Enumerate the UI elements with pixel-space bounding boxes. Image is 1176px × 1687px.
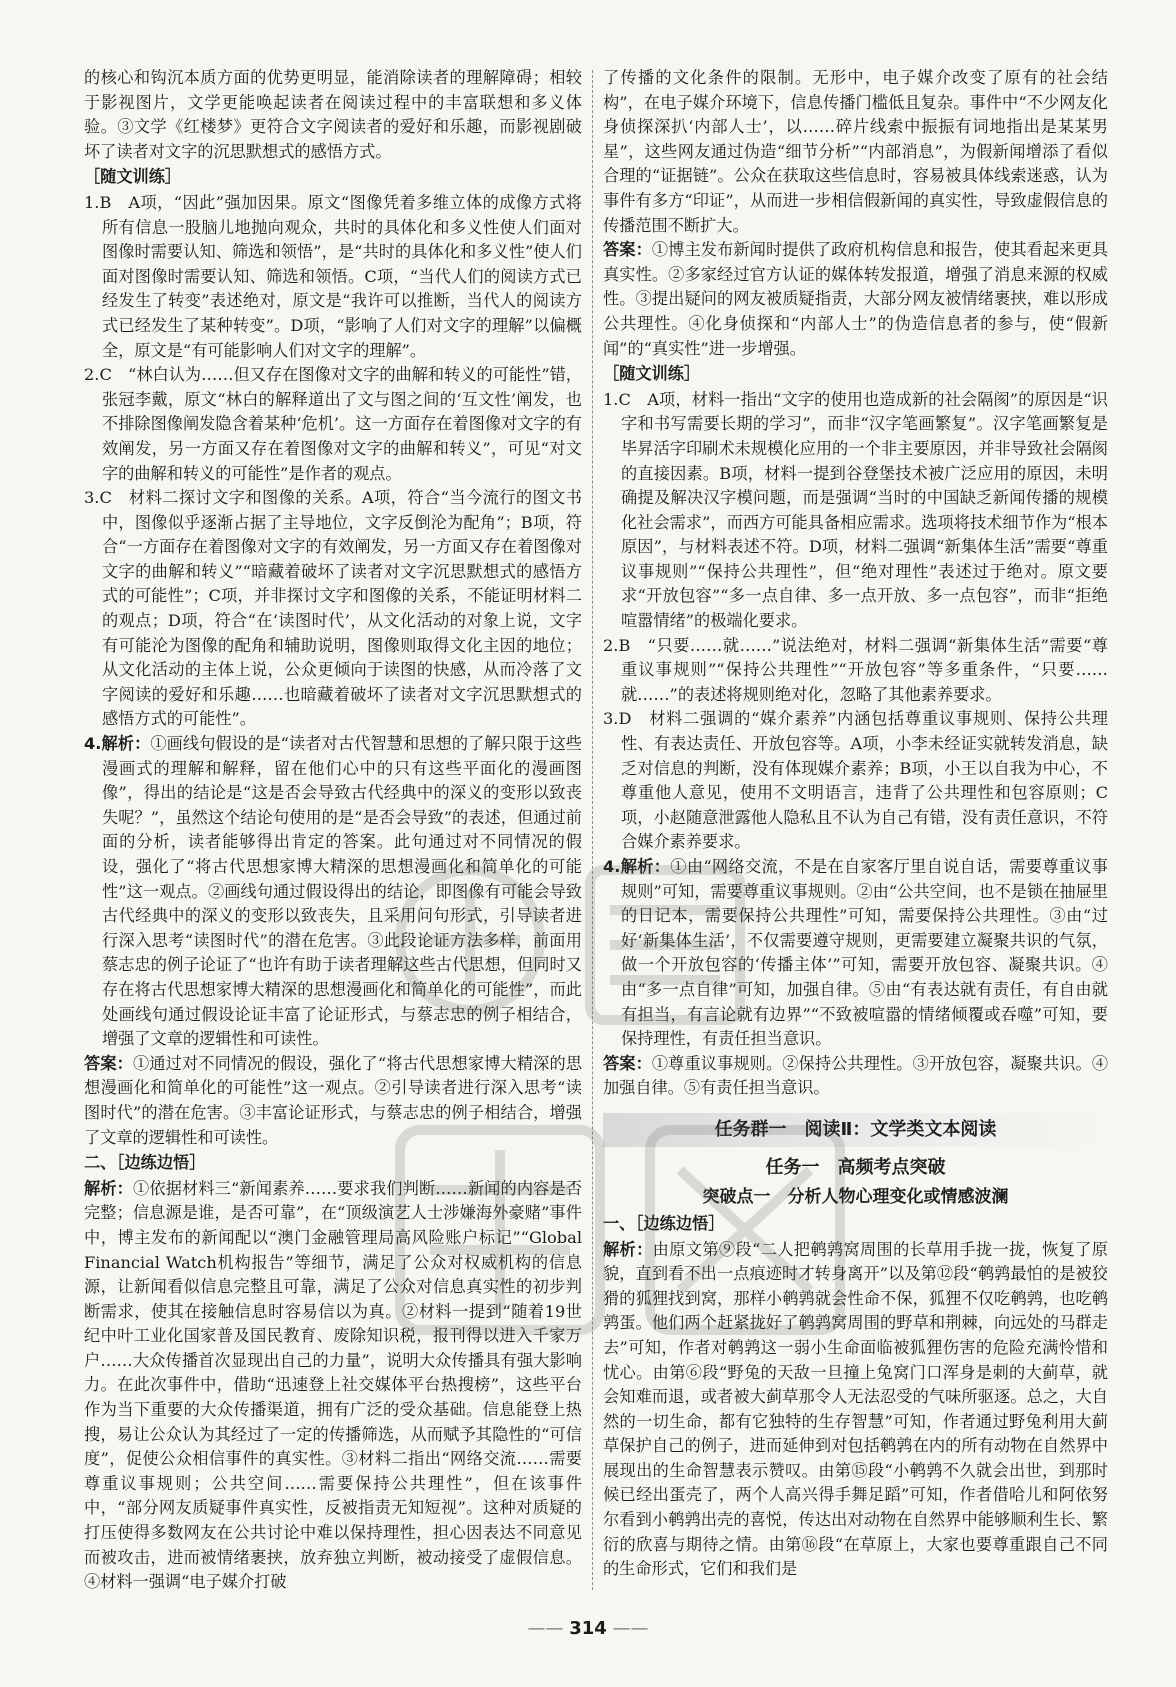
question-2: 2.C “林白认为……但又存在图像对文字的曲解和转义的可能性”错，张冠李戴，原文“林白的解释道出了文与图之间的‘互文性’阐发，也不排除图像阐发隐含着某种‘危机’。这一方面存在着图像对文字的有效阐发，另一方面又存在着图像对文字的曲解和转义”，可见“对文字的曲解和转义的可能性”是作者的观点。	[84, 365, 582, 483]
analysis-label: 解析：	[84, 1178, 134, 1198]
answer-label: 答案：	[603, 240, 652, 260]
question-3: 3.C 材料二探讨文字和图像的关系。A项，符合“当今流行的图文书中，图像似乎逐渐占据了主导地位，文字反倒沦为配角”；B项，符合“一方面存在着图像对文字的有效阐发，另一方面又存在着图像对文字的曲解和转义”“暗藏着破坏了读者对文字沉思默想式的感悟方式的可能性”；C项，并非探讨文字和图像的关系，不能证明材料二的观点；D项，符合“在‘读图时代’，从文化活动的对象上说，文字有可能沦为图像的配角和辅助说明，图像则取得文化主因的地位；从文化活动的主体上说，公众更倾向于读图的快感，从而冷落了文字阅读的爱好和乐趣……也暗藏着破坏了读者对文字沉思默想式的感悟方式的可能性”。	[84, 488, 582, 729]
task-title: 任务一 高频考点突破	[765, 1156, 946, 1178]
question-4-answer: 答案：①通过对不同情况的假设，强化了“将古代思想家博大精深的思想漫画化和简单化的可能性”这一观点。②引导读者进行深入思考“读图时代”的潜在危害。③丰富论证形式，与蔡志忠的例子相结合，增强了文章的逻辑性和可读性。	[84, 1053, 583, 1147]
literary-analysis: 解析：由原文第⑨段“二人把鹌鹑窝周围的长草用手拢一拢，恢复了原貌，直到看不出一点痕迹时才转身离开”以及第⑫段“鹌鹑最怕的是被狡猾的狐狸找到窝，那样小鹌鹑就会性命不保，狐狸不仅吃鹌鹑，也吃鹌鹑蛋。他们两个赶紧拢好了鹌鹑窝周围的野草和荆棘，向远处的马群走去”可知，作者对鹌鹑这一弱小生命面临被狐狸伤害的危险充满怜惜和忧心。由第⑥段“野兔的天敌一旦撞上兔窝门口浑身是刺的大蓟草，就会知难而退，或者被大蓟草那令人无法忍受的气味所驱逐。总之，大自然的一切生命，都有它独特的生存智慧”可知，作者通过野兔利用大蓟草保护自己的例子，进而延伸到对包括鹌鹑在内的所有动物在自然界中展现出的生命智慧表示赞叹。由第⑮段“小鹌鹑不久就会出世，到那时候已经出蛋壳了，两个人高兴得手舞足蹈”可知，作者借哈儿和阿依努尔看到小鹌鹑出壳的喜悦，传达出对动物在自然界中能够顺利生长、繁衍的欣喜与期待之情。由第⑯段“在草原上，大家也要尊重跟自己不同的生命形式，它们和我们是	[603, 1239, 1108, 1579]
answer-label: 答案：	[603, 1053, 652, 1073]
page-number: —— 314 ——	[527, 1618, 649, 1639]
question-1-right: 1.C A项，材料一指出“文字的使用也造成新的社会隔阂”的原因是“识字和书写需要长期的学习”，而非“汉字笔画繁复”。汉字笔画繁复是毕昇活字印刷术未规模化应用的一个非主要原因，并非导致社会隔阂的直接因素。B项，材料一提到谷登堡技术被广泛应用的原因，未明确提及解决汉字模问题，而是强调“当时的中国缺乏新闻传播的规模化社会需求”，而西方可能具备相应需求。选项将技术细节作为“根本原因”，与材料表述不符。D项，材料二强调“新集体生活”需要“尊重议事规则”“保持公共理性”，但“绝对理性”表述过于绝对。原文要求“开放包容”“多一点自律、多一点开放、多一点包容”，而非“拒绝喧嚣情绪”的极端化要求。	[603, 389, 1108, 631]
section-2-analysis: 解析：①依据材料三“新闻素养……要求我们判断……新闻的内容是否完整；信息源是谁，是否可靠”，在“顶级演艺人士涉嫌海外豪赌”事件中，博主发布的新闻配以“澳门金融管理局高风险账户标记”“Global Financial Watch机构报告”等细节，满足了公众对权威机构的信息源，让新闻看似信息完整且可靠，满足了公众对信息真实性的初步判断需求，使其在接触信息时容易信以为真。②材料一提到“随着19世纪中叶工业化国家普及国民教育、废除知识税，报刊得以进入千家万户……大众传播首次显现出自己的力量”，说明大众传播具有强大影响力。在此次事件中，借助“迅速登上社交媒体平台热搜榜”，这些平台作为当下重要的大众传播渠道，拥有广泛的受众基础。信息能登上热搜，易让公众认为其经过了一定的传播筛选，从而赋予其隐性的“可信度”，促使公众相信事件的真实性。③材料二指出“网络交流……需要尊重议事规则；公共空间……需要保持公共理性”，但在该事件中，“部分网友质疑事件真实性，反被指责无知短视”。这种对质疑的打压使得多数网友在公共讨论中难以保持理性，担心因表达不同意见而被攻击，进而被情绪裹挟，放弃独立判断，被动接受了虚假信息。④材料一强调“电子媒介打破	[84, 1178, 583, 1592]
analysis-label: 解析：	[603, 1239, 653, 1259]
question-4-right: 4.解析：①由“网络交流，不是在自家客厅里自说自话，需要尊重议事规则”可知，需要尊重议事规则。②由“公共空间，也不是锁在抽屉里的日记本，需要保持公共理性”可知，需要保持公共理性。③由“过好‘新集体生活’，不仅需要遵守规则，更需要建立凝聚共识的气氛，做一个开放包容的‘传播主体’”可知，需要开放包容、凝聚共识。④由“多一点自律”可知，加强自律。⑤由“有表达就有责任，有自由就有担当，有言论就有边界”“不致被喧嚣的情绪倾覆或吞噬”可知，要保持理性，有责任担当意识。	[603, 857, 1108, 1049]
question-3-right: 3.D 材料二强调的“媒介素养”内涵包括尊重议事规则、保持公共理性、有表达责任、开放包容等。A项，小李未经证实就转发消息，缺乏对信息的判断，没有体现媒介素养；B项，小王以自我为中心，不尊重他人意见，使用不文明语言，违背了公共理性和包容原则；C项，小赵随意泄露他人隐私且不认为自己有错，没有责任意识，不符合媒介素养要求。	[603, 709, 1108, 852]
question-4-right-answer: 答案：①尊重议事规则。②保持公共理性。③开放包容，凝聚共识。④加强自律。⑤有责任担当意识。	[603, 1053, 1109, 1098]
question-2-right: 2.B “只要……就……”说法绝对，材料二强调“新集体生活”需要“尊重议事规则”“保持公共理性”“开放包容”等多重条件，“只要……就……”的表述将规则绝对化，忽略了其他素养要求。	[603, 635, 1108, 704]
section-tag-side-practice: 二、［边练边悟］	[84, 1153, 206, 1173]
right-intro-paragraph: 了传播的文化条件的限制。无形中，电子媒介改变了原有的社会结构”，在电子媒介环境下，信息传播门槛低且复杂。事件中“不少网友化身侦探深扒‘内部人士’，以……碎片线索中振振有词地指出是某某男星”，这些网友通过伪造“细节分析”“内部消息”，为假新闻增添了看似合理的“证据链”。公众在获取这些信息时，容易被具体线索迷惑，认为事件有多方“印证”，从而进一步相信假新闻的真实性，导致虚假信息的传播范围不断扩大。	[603, 68, 1108, 235]
column-divider	[592, 70, 593, 1590]
question-1: 1.B A项，“因此”强加因果。原文“图像凭着多维立体的成像方式将所有信息一股脑儿地抛向观众，共时的具体化和多义性使人们面对图像时需要认知、筛选和领悟”，是“共时的具体化和多义性”使人们面对图像时需要认知、筛选和领悟。C项，“当代人们的阅读方式已经发生了转变”表述绝对，原文是“我许可以推断，当代人的阅读方式已经发生了某种转变”。D项，“影响了人们对文字的理解”以偏概全，原文是“有可能影响人们对文字的理解”。	[84, 192, 582, 360]
section-tag-side-practice-right: 一、［边练边悟］	[603, 1213, 725, 1233]
left-column	[84, 66, 582, 1595]
answer-label: 答案：	[84, 1053, 133, 1073]
left-intro-paragraph: 的核心和钩沉本质方面的优势更明显，能消除读者的理解障碍；相较于影视图片，文学更能唤起读者在阅读过程中的丰富联想和多义体验。③文学《红楼梦》更符合文字阅读者的爱好和乐趣，而影视剧破坏了读者对文字的沉思默想式的感悟方式。	[84, 68, 582, 161]
section-tag-practice-2: ［随文训练］	[603, 364, 701, 384]
question-4-analysis: ①画线句假设的是“读者对古代智慧和思想的了解只限于这些漫画式的理解和解释，留在他们心中的只有这些平面化的漫画图像”，得出的结论是“这是否会导致古代经典中的深义的变形以致丧失呢？”，虽然这个结论句使用的是“是否会导致”的表述，但通过前面的分析，读者能够得出肯定的答案。此句通过对不同情况的假设，强化了“将古代思想家博大精深的思想漫画化和简单化的可能性”这一观点。②画线句通过假设得出的结论，即图像有可能会导致古代经典中的深义的变形以致丧失，且采用问句形式，引导读者进行深入思考“读图时代”的潜在危害。③此段论证方法多样，前面用蔡志忠的例子论证了“也许有助于读者理解这些古代思想，但同时又存在将古代思想家博大精深的思想漫画化和简单化的可能性”，而此处画线句通过假设论证丰富了论证形式，与蔡志忠的例子相结合，增强了文章的逻辑性和可读性。	[102, 734, 582, 1049]
analysis-label: 4.解析：	[84, 734, 151, 754]
question-4	[84, 732, 582, 1052]
section-tag-practice: ［随文训练］	[84, 167, 182, 187]
analysis-label: 4.解析：	[603, 857, 671, 876]
breakthrough-title: 突破点一 分析人物心理变化或情感波澜	[702, 1186, 1009, 1207]
answer-block: 答案：①博主发布新闻时提供了政府机构信息和报告，使其看起来更具真实性。②多家经过官方认证的媒体转发报道，增强了消息来源的权威性。③提出疑问的网友被质疑指责，大部分网友被情绪裹挟，难以形成公共理性。④化身侦探和“内部人士”的伪造信息者的参与，使“假新闻”的“真实性”进一步增强。	[603, 240, 1109, 358]
right-column	[603, 66, 1108, 1582]
task-group-banner: 任务群一 阅读Ⅱ：文学类文本阅读	[603, 1113, 1108, 1147]
